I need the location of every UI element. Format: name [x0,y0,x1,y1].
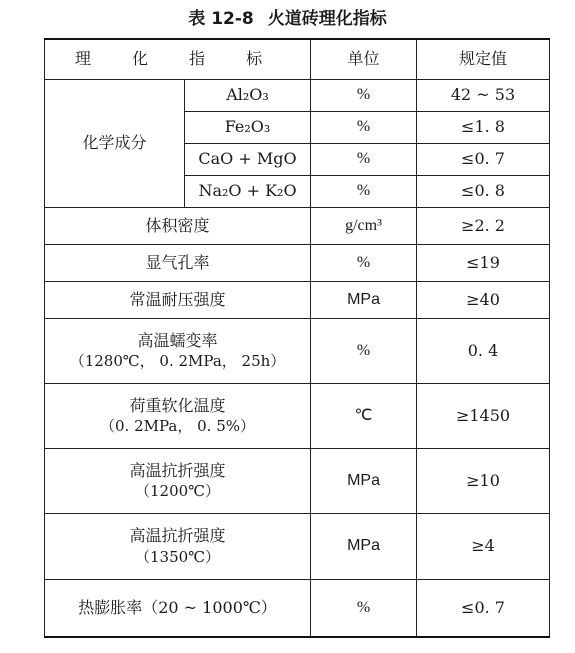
property-unit: ℃ [311,383,417,448]
property-unit: MPa [311,513,417,579]
table-row [45,579,550,637]
property-value: ≥4 [417,513,550,579]
property-unit: g/cm³ [311,207,417,244]
table-row [45,79,550,111]
property-unit: % [311,318,417,383]
property-value: ≥1450 [417,383,550,448]
table-title-text: 火道砖理化指标 [267,9,387,29]
property-name: 荷重软化温度 （0. 2MPa， 0. 5%） [45,383,311,448]
property-unit: % [311,244,417,281]
chemical-group-label: 化学成分 [45,79,185,207]
table-row [45,383,550,448]
property-name: 显气孔率 [45,244,311,281]
property-name: 常温耐压强度 [45,281,311,318]
chemical-name: Na₂O + K₂O [185,175,311,207]
property-unit: MPa [311,281,417,318]
table-title-number: 12-8 [211,9,254,29]
property-value: ≥40 [417,281,550,318]
property-unit: % [311,579,417,637]
chemical-unit: % [311,175,417,207]
header-row [45,39,550,79]
property-condition: （1280℃， 0. 2MPa， 25h） [69,352,286,371]
property-name: 高温抗折强度 （1350℃） [45,513,311,579]
property-condition: （1200℃） [135,482,220,501]
property-name: 体积密度 [45,207,311,244]
property-value: ≤0. 7 [417,579,550,637]
header-value: 规定值 [417,39,550,79]
property-unit: MPa [311,448,417,513]
chemical-name: Al₂O₃ [185,79,311,111]
property-value: ≤19 [417,244,550,281]
header-index: 理 化 指 标 [45,39,311,79]
chemical-unit: % [311,79,417,111]
properties-table [44,38,550,638]
chemical-value: 42 ~ 53 [417,79,550,111]
property-condition: （1350℃） [135,547,220,566]
chemical-unit: % [311,143,417,175]
property-name: 热膨胀率（20 ~ 1000℃） [45,579,311,637]
table-row [45,513,550,579]
chemical-name: CaO + MgO [185,143,311,175]
table-title [0,4,575,29]
table-row [45,207,550,244]
property-value: ≥2. 2 [417,207,550,244]
property-name: 高温抗折强度 （1200℃） [45,448,311,513]
property-value: 0. 4 [417,318,550,383]
chemical-value: ≤0. 7 [417,143,550,175]
property-condition: （0. 2MPa， 0. 5%） [100,417,255,436]
table-row [45,281,550,318]
property-value: ≥10 [417,448,550,513]
header-unit: 单位 [311,39,417,79]
table-row [45,318,550,383]
table-row [45,448,550,513]
table-row [45,244,550,281]
chemical-unit: % [311,111,417,143]
property-name: 高温蠕变率 （1280℃， 0. 2MPa， 25h） [45,318,311,383]
table-title-prefix: 表 [188,9,206,29]
chemical-value: ≤0. 8 [417,175,550,207]
chemical-value: ≤1. 8 [417,111,550,143]
chemical-name: Fe₂O₃ [185,111,311,143]
